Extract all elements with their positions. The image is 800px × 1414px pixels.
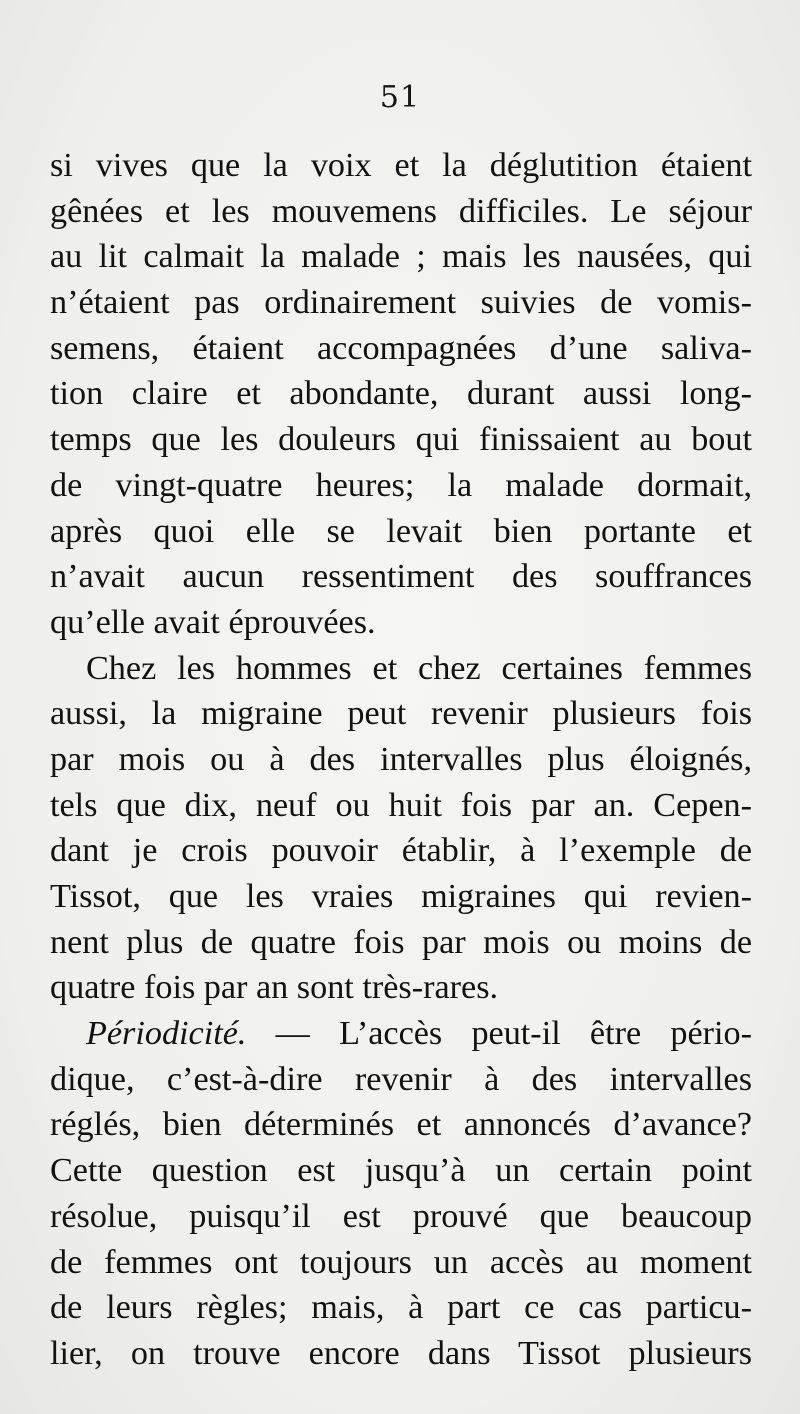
section-heading-periodicite: Périodicité. <box>86 1015 247 1053</box>
text-line: gênées et les mouvemens difficiles. Le séjour <box>50 192 752 230</box>
text-line: quatre fois par an sont très-rares. <box>50 969 499 1007</box>
text-line: dique, c’est-à-dire revenir à des intervalles <box>50 1060 752 1098</box>
text-line: de leurs règles; mais, à part ce cas particu- <box>50 1289 752 1327</box>
text-line: lier, on trouve encore dans Tissot plusieurs <box>50 1334 752 1372</box>
text-line: semens, étaient accompagnées d’une saliva- <box>50 329 752 367</box>
text-line: si vives que la voix et la déglutition étaient <box>50 147 752 184</box>
text-line: tels que dix, neuf ou huit fois par an. Cepen- <box>50 786 752 824</box>
text-line-rest: — L’accès peut-il être pério- <box>246 1015 752 1053</box>
body-text <box>50 143 752 1377</box>
text-line: aussi, la migraine peut revenir plusieurs fois <box>50 695 752 733</box>
text-line <box>50 1011 752 1057</box>
text-line: Tissot, que les vraies migraines qui revien- <box>50 878 752 915</box>
text-line: n’étaient pas ordinairement suivies de vomis- <box>50 284 752 322</box>
text-line: de femmes ont toujours un accès au moment <box>50 1243 752 1281</box>
text-line: tion claire et abondante, durant aussi long- <box>50 375 752 413</box>
page-number: 51 <box>379 80 421 115</box>
text-line: n’avait aucun ressentiment des souffrances <box>50 558 752 596</box>
text-line: temps que les douleurs qui finissaient au bout <box>50 421 752 459</box>
text-line: Chez les hommes et chez certaines femmes <box>86 649 752 687</box>
text-line: par mois ou à des intervalles plus éloignés, <box>50 740 752 778</box>
text-line: après quoi elle se levait bien portante et <box>50 512 752 550</box>
text-line: de vingt-quatre heures; la malade dormait, <box>50 466 752 504</box>
text-line: qu’elle avait éprouvées. <box>50 603 376 641</box>
text-line: au lit calmait la malade ; mais les nausées, qui <box>50 238 752 276</box>
text-line: Cette question est jusqu’à un certain point <box>50 1152 752 1190</box>
text-line: résolue, puisqu’il est prouvé que beaucoup <box>50 1197 752 1235</box>
text-line: réglés, bien déterminés et annoncés d’avance? <box>50 1106 752 1144</box>
text-line: nent plus de quatre fois par mois ou moins de <box>50 923 752 961</box>
text-line: dant je crois pouvoir établir, à l’exemple de <box>50 832 752 870</box>
